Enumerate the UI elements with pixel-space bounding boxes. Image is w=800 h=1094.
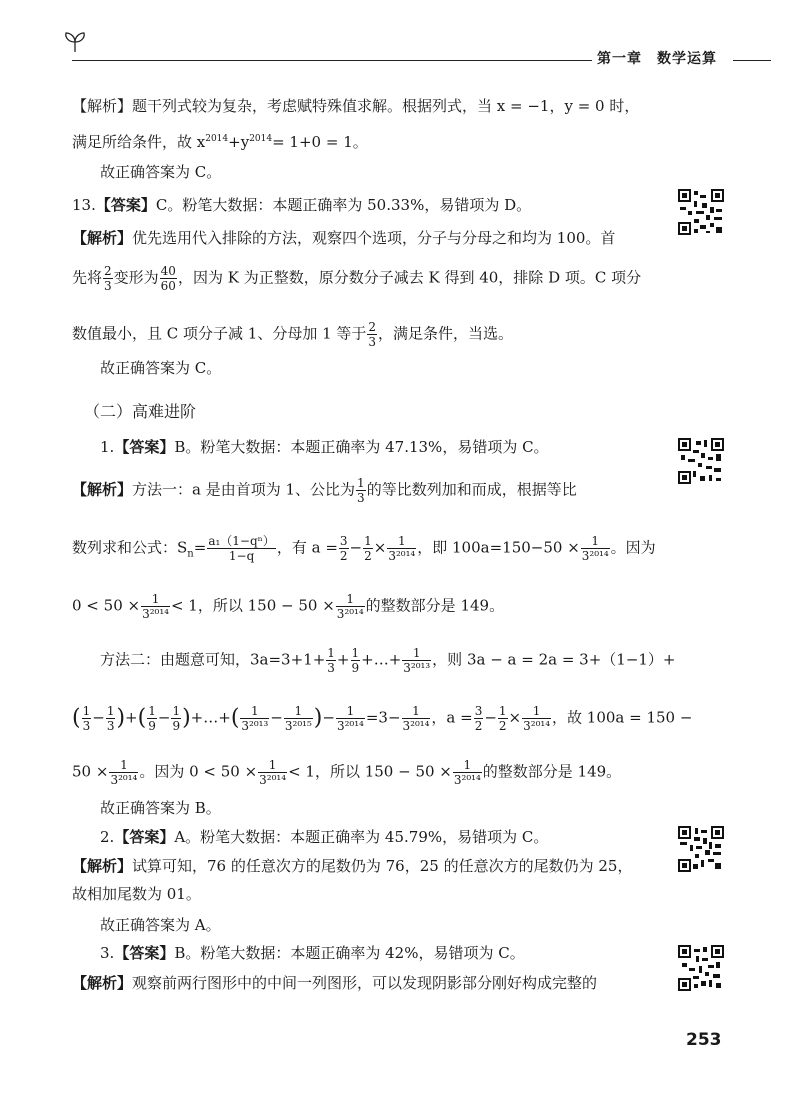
- sprout-icon: [62, 30, 88, 54]
- fraction: $\frac{1}{\text{3²⁰¹³}}$: [403, 646, 431, 675]
- text-line: 先将 $\frac{2}{3}$ 变形为 $\frac{40}{60}$ ，因为 K 为正整数，原分数分子减去 K 得到 40，排除 D 项。C 项分: [72, 264, 642, 293]
- fraction: $\frac{\text{a₁（1−qⁿ）}}{1-q}$: [208, 534, 275, 563]
- text-line: 数值最小，且 C 项分子减 1、分母加 1 等于 $\frac{2}{3}$ ，满足条件，当选。: [72, 320, 514, 349]
- fraction: $\frac{1}{3}$: [82, 704, 91, 733]
- fraction: $\frac{1}{\text{3²⁰¹⁴}}$: [336, 704, 364, 733]
- text-line: 满足所给条件，故 $x^{2014}+y^{2014}= 1+0 = 1$。: [72, 133, 368, 151]
- fraction: $\frac{1}{\text{3²⁰¹⁴}}$: [453, 758, 481, 787]
- text-line: 数列求和公式：$S_n=$ $\frac{\text{a₁（1−qⁿ）}}{1-q}$ ，有 a = $\frac{3}{2}$ − $\frac{1}{2}$ × $\frac{1}{\text{3²⁰¹⁴}}$ ，即 100a=150−50 × $\frac{1}{\text{3²⁰¹⁴}}$ 。因为: [72, 534, 656, 563]
- fraction: $\frac{1}{\text{3²⁰¹⁴}}$: [336, 592, 364, 621]
- text-line: 故正确答案为 C。: [100, 163, 222, 181]
- fraction: $\frac{3}{2}$: [474, 704, 483, 733]
- text-line: 【解析】观察前两行图形中的中间一列图形，可以发现阴影部分刚好构成完整的: [72, 974, 598, 992]
- text-line: 【解析】试算可知，76 的任意次方的尾数仍为 76，25 的任意次方的尾数仍为 25，: [72, 857, 633, 875]
- text-line: 故正确答案为 A。: [100, 916, 221, 934]
- fraction: $\frac{1}{2}$: [498, 704, 507, 733]
- fraction: $\frac{1}{2}$: [364, 534, 372, 563]
- answer-2: 2.【答案】A。粉笔大数据：本题正确率为 45.79%，易错项为 C。: [100, 828, 549, 846]
- fraction: $\frac{1}{3}$: [106, 704, 115, 733]
- text-line: 【解析】优先选用代入排除的方法，观察四个选项，分子与分母之和均为 100。首: [72, 229, 616, 247]
- text-line: 50 × $\frac{1}{\text{3²⁰¹⁴}}$ 。因为 0 < 50 × $\frac{1}{\text{3²⁰¹⁴}}$ < 1，所以 150 − 50 × $\frac{1}{\text{3²⁰¹⁴}}$ 的整数部分是 149。: [72, 758, 622, 787]
- answer-1: 1.【答案】B。粉笔大数据：本题正确率为 47.13%，易错项为 C。: [100, 438, 549, 456]
- text-line: 【解析】方法一：a 是由首项为 1、公比为 $\frac{1}{3}$ 的等比数列加和而成，根据等比: [72, 476, 577, 505]
- fraction: $\frac{1}{\text{3²⁰¹⁴}}$: [523, 704, 551, 733]
- header-rule-right: [733, 60, 771, 61]
- qr-code-icon: [678, 189, 724, 235]
- text-line: 故正确答案为 C。: [100, 359, 222, 377]
- fraction: $\frac{1}{\text{3²⁰¹⁴}}$: [388, 534, 416, 563]
- fraction: $\frac{1}{\text{3²⁰¹⁴}}$: [142, 592, 169, 621]
- answer-3: 3.【答案】B。粉笔大数据：本题正确率为 42%，易错项为 C。: [100, 944, 525, 962]
- fraction: $\frac{1}{3}$: [327, 646, 335, 675]
- fraction: $\frac{1}{\text{3²⁰¹⁵}}$: [284, 704, 312, 733]
- fraction: $\frac{1}{\text{3²⁰¹⁴}}$: [110, 758, 138, 787]
- chapter-title: 第一章 数学运算: [597, 51, 717, 67]
- fraction: $\frac{2}{3}$: [368, 320, 377, 349]
- qr-code-icon: [678, 826, 724, 872]
- fraction: $\frac{1}{\text{3²⁰¹³}}$: [241, 704, 269, 733]
- fraction: $\frac{2}{3}$: [104, 264, 112, 293]
- page-number: 253: [686, 1030, 722, 1050]
- text-line: 方法二：由题意可知，3a=3+1+ $\frac{1}{3}$ + $\frac{1}{9}$ +…+ $\frac{1}{\text{3²⁰¹³}}$ ，则 3a − a = 2a = 3+（1−1）+: [100, 646, 676, 675]
- fraction: $\frac{40}{60}$: [160, 264, 176, 293]
- qr-code-icon: [678, 438, 724, 484]
- text-line: 故正确答案为 B。: [100, 799, 221, 817]
- text-line: 【解析】题干列式较为复杂，考虑赋特殊值求解。根据列式，当 x = −1，y = 0 时，: [72, 97, 640, 115]
- fraction: $\frac{1}{\text{3²⁰¹⁴}}$: [581, 534, 609, 563]
- fraction: $\frac{1}{3}$: [357, 476, 365, 505]
- fraction: $\frac{1}{9}$: [172, 704, 181, 733]
- text-line: ( $\frac{1}{3}$ − $\frac{1}{3}$ )+( $\frac{1}{9}$ − $\frac{1}{9}$ )+…+( $\frac{1}{\text{3²⁰¹³}}$ − $\frac{1}{\text{3²⁰¹⁵}}$ )− $\frac{1}{\text{3²⁰¹⁴}}$ =3− $\frac{1}{\text{3²⁰¹⁴}}$ ，a = $\frac{3}{2}$ − $\frac{1}{2}$ × $\frac{1}{\text{3²⁰¹⁴}}$ ，故 100a = 150 −: [72, 704, 693, 733]
- text-line: 0 < 50 × $\frac{1}{\text{3²⁰¹⁴}}$ < 1，所以 150 − 50 × $\frac{1}{\text{3²⁰¹⁴}}$ 的整数部分是 149。: [72, 592, 505, 621]
- fraction: $\frac{1}{9}$: [351, 646, 360, 675]
- fraction: $\frac{1}{\text{3²⁰¹⁴}}$: [402, 704, 430, 733]
- fraction: $\frac{3}{2}$: [339, 534, 348, 563]
- text-line: 故相加尾数为 01。: [72, 885, 201, 903]
- answer-13: 13.【答案】C。粉笔大数据：本题正确率为 50.33%，易错项为 D。: [72, 196, 532, 214]
- fraction: $\frac{1}{\text{3²⁰¹⁴}}$: [259, 758, 287, 787]
- header-rule: [72, 60, 592, 61]
- qr-code-icon: [678, 945, 724, 991]
- section-heading: （二）高难进阶: [84, 402, 197, 421]
- fraction: $\frac{1}{9}$: [148, 704, 156, 733]
